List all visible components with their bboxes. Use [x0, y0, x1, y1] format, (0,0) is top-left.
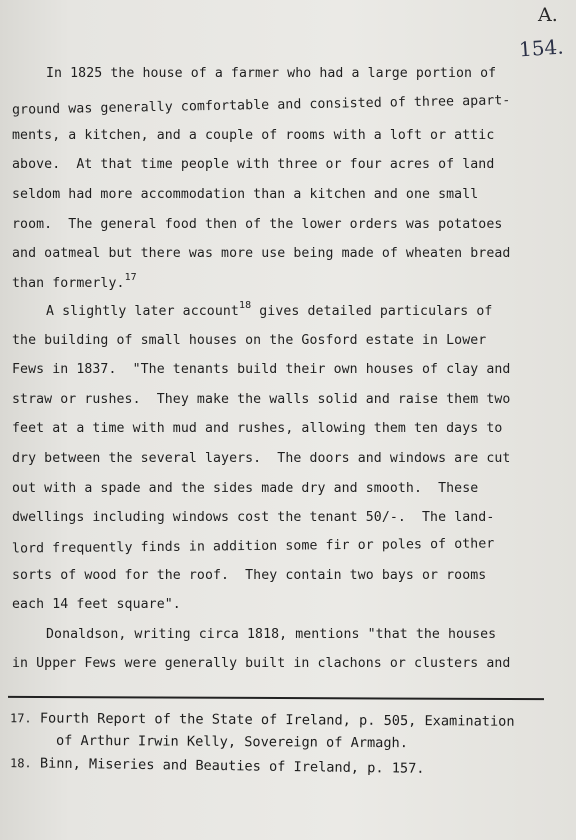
- text-line: In 1825 the house of a farmer who had a large portion of: [46, 66, 497, 81]
- footnote-ref-18: 18: [238, 300, 252, 311]
- text-line: than formerly.$^{17}$: [12, 272, 137, 291]
- text-line: each 14 feet square".: [12, 597, 181, 612]
- text-line: dwellings including windows cost the tenant 50/-. The land-: [12, 510, 495, 525]
- page-number-handwritten: 154.: [518, 34, 565, 62]
- text-line: dry between the several layers. The doors and windows are cut: [12, 451, 511, 466]
- text-line: above. At that time people with three or four acres of land: [12, 157, 495, 172]
- text-line: the building of small houses on the Gosford estate in Lower: [12, 333, 487, 348]
- footnote-ref-17: 17: [124, 272, 137, 283]
- text-line: room. The general food then of the lower orders was potatoes: [12, 217, 503, 232]
- text-line: in Upper Fews were generally built in clachons or clusters and: [12, 656, 511, 671]
- corner-mark: A.: [538, 4, 558, 26]
- footnote-17: 17. Fourth Report of the State of Ireland, p. 505, Examination: [9, 710, 515, 730]
- text-line: seldom had more accommodation than a kitchen and one small: [12, 187, 479, 202]
- text-line: A slightly later account$^{18}$ gives detailed particulars of: [46, 300, 493, 319]
- text-line: and oatmeal but there was more use being made of wheaten bread: [12, 246, 511, 261]
- text-line: Fews in 1837. "The tenants build their own houses of clay and: [12, 362, 511, 377]
- footnote-divider: [8, 696, 544, 700]
- text-line: feet at a time with mud and rushes, allowing them ten days to: [12, 421, 503, 436]
- text-line: lord frequently finds in addition some fir or poles of other: [11, 536, 495, 557]
- footnote-17-cont: of Arthur Irwin Kelly, Sovereign of Armagh.: [55, 732, 408, 752]
- text-line: ments, a kitchen, and a couple of rooms with a loft or attic: [12, 128, 495, 143]
- text-line: ground was generally comfortable and consisted of three apart-: [11, 93, 511, 118]
- footnote-18: 18. Binn, Miseries and Beauties of Ireland, p. 157.: [9, 755, 425, 777]
- text-line: straw or rushes. They make the walls solid and raise them two: [12, 392, 511, 407]
- text-line: out with a spade and the sides made dry and smooth. These: [12, 481, 479, 496]
- text-line: sorts of wood for the roof. They contain two bays or rooms: [12, 568, 487, 583]
- text-line: Donaldson, writing circa 1818, mentions "that the houses: [46, 627, 497, 642]
